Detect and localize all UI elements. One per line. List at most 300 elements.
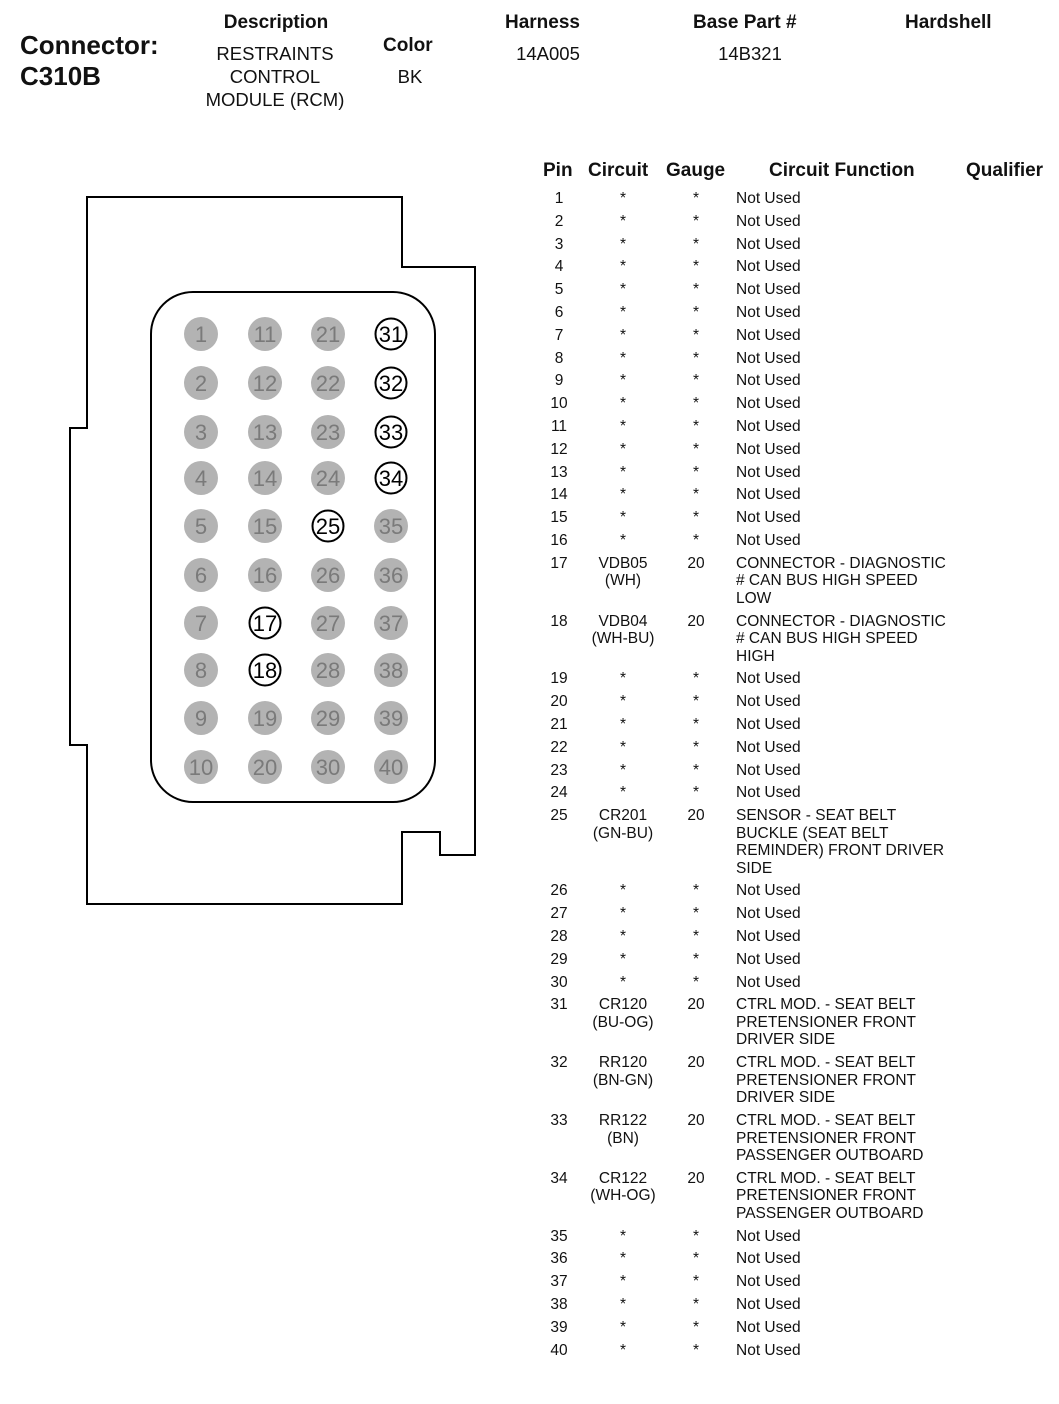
connector-pin xyxy=(374,606,408,640)
cell-gauge: * xyxy=(692,670,700,688)
function-line: BUCKLE (SEAT BELT xyxy=(736,824,889,842)
cell-gauge: * xyxy=(692,349,700,367)
pin-table xyxy=(530,188,1050,1362)
circuit-line: CR120 xyxy=(598,996,648,1014)
function-line: Not Used xyxy=(736,281,801,299)
color-label: Color xyxy=(383,35,433,56)
cell-qualifier xyxy=(958,716,1038,734)
connector-housing-outline xyxy=(70,197,475,904)
circuit-line: * xyxy=(619,303,627,321)
table-row xyxy=(530,1110,1050,1168)
cell-qualifier xyxy=(958,1296,1038,1314)
circuit-line: * xyxy=(619,670,627,688)
function-line: Not Used xyxy=(736,1273,801,1291)
circuit-line: * xyxy=(619,950,627,968)
connector-pin xyxy=(250,655,281,686)
function-line: Not Used xyxy=(736,486,801,504)
function-line: Not Used xyxy=(736,372,801,390)
pin-number-label: 34 xyxy=(378,466,404,491)
function-line: Not Used xyxy=(736,509,801,527)
cell-pin: 16 xyxy=(550,531,568,549)
cell-circuit-function xyxy=(736,807,958,877)
circuit-line: * xyxy=(619,349,627,367)
function-line: PRETENSIONER FRONT xyxy=(736,1129,916,1147)
cell-pin: 3 xyxy=(554,235,564,253)
function-line: Not Used xyxy=(736,973,801,991)
circuit-line: * xyxy=(619,395,627,413)
connector-pin xyxy=(311,415,345,449)
connector-pin xyxy=(311,317,345,351)
function-line: Not Used xyxy=(736,670,801,688)
pin-number-label: 6 xyxy=(194,563,208,588)
cell-qualifier xyxy=(958,418,1038,436)
connector-pin xyxy=(248,415,282,449)
cell-circuit-function xyxy=(736,882,958,900)
pin-number-label: 30 xyxy=(315,755,341,780)
function-line: REMINDER) FRONT DRIVER xyxy=(736,842,945,860)
cell-pin: 39 xyxy=(550,1318,568,1336)
cell-pin: 38 xyxy=(550,1295,568,1313)
cell-gauge: * xyxy=(692,463,700,481)
cell-circuit-function xyxy=(736,1170,958,1223)
cell-pin: 26 xyxy=(550,882,568,900)
table-row xyxy=(530,1340,1050,1363)
cell-pin: 23 xyxy=(550,761,568,779)
function-line: Not Used xyxy=(736,693,801,711)
cell-circuit xyxy=(590,1112,656,1165)
table-row xyxy=(530,188,1050,211)
function-line: DRIVER SIDE xyxy=(736,1089,836,1107)
cell-gauge: * xyxy=(692,372,700,390)
cell-gauge: * xyxy=(692,693,700,711)
cell-circuit xyxy=(590,509,656,527)
connector-pin xyxy=(374,653,408,687)
function-line: Not Used xyxy=(736,190,801,207)
circuit-line: * xyxy=(619,190,627,207)
base-part-value: 14B321 xyxy=(718,43,782,64)
cell-pin: 14 xyxy=(550,486,568,504)
table-row xyxy=(530,325,1050,348)
table-row xyxy=(530,1271,1050,1294)
cell-circuit-function xyxy=(736,190,958,208)
description-line: CONTROL xyxy=(229,66,321,87)
cell-pin: 35 xyxy=(550,1227,568,1245)
connector-pin xyxy=(376,319,407,350)
connector-pin xyxy=(374,701,408,735)
table-row xyxy=(530,370,1050,393)
pin-number-label: 10 xyxy=(188,755,214,780)
cell-circuit-function xyxy=(736,996,958,1049)
connector-pin xyxy=(311,366,345,400)
cell-gauge: * xyxy=(692,905,700,923)
cell-circuit-function xyxy=(736,739,958,757)
table-row xyxy=(530,256,1050,279)
circuit-line: * xyxy=(619,326,627,344)
cell-qualifier xyxy=(958,555,1038,608)
function-line: PRETENSIONER FRONT xyxy=(736,1187,916,1205)
table-row xyxy=(530,805,1050,880)
cell-circuit xyxy=(590,1296,656,1314)
cell-qualifier xyxy=(958,1112,1038,1165)
connector-pin xyxy=(248,558,282,592)
connector-pin xyxy=(374,750,408,784)
cell-pin: 34 xyxy=(550,1169,568,1187)
connector-pin xyxy=(184,317,218,351)
cell-pin: 19 xyxy=(550,670,568,688)
pin-number-label: 20 xyxy=(252,755,278,780)
cell-circuit-function xyxy=(736,350,958,368)
cell-qualifier xyxy=(958,350,1038,368)
connector-pin xyxy=(248,750,282,784)
cell-pin: 17 xyxy=(550,554,568,572)
connector-pin xyxy=(374,558,408,592)
cell-pin: 8 xyxy=(554,349,564,367)
table-row xyxy=(530,348,1050,371)
cell-circuit xyxy=(590,784,656,802)
cell-qualifier xyxy=(958,739,1038,757)
cell-gauge: * xyxy=(692,395,700,413)
cell-qualifier xyxy=(958,236,1038,254)
cell-qualifier xyxy=(958,807,1038,877)
cell-circuit xyxy=(590,190,656,208)
cell-pin: 31 xyxy=(550,996,568,1014)
pin-number-label: 17 xyxy=(252,611,278,636)
table-row xyxy=(530,484,1050,507)
function-line: Not Used xyxy=(736,761,801,779)
cell-pin: 18 xyxy=(550,612,568,630)
cell-circuit xyxy=(590,807,656,877)
cell-circuit-function xyxy=(736,1228,958,1246)
cell-circuit xyxy=(590,996,656,1049)
circuit-line: CR201 xyxy=(598,807,648,825)
cell-qualifier xyxy=(958,951,1038,969)
pin-number-label: 15 xyxy=(252,514,278,539)
circuit-line: * xyxy=(619,761,627,779)
circuit-line: * xyxy=(619,281,627,299)
function-line: Not Used xyxy=(736,715,801,733)
pin-number-label: 16 xyxy=(252,563,278,588)
connector-pin xyxy=(184,415,218,449)
circuit-line: (BN-GN) xyxy=(592,1071,654,1089)
table-row xyxy=(530,611,1050,669)
cell-circuit-function xyxy=(736,213,958,231)
pin-number-label: 29 xyxy=(315,706,341,731)
cell-circuit-function xyxy=(736,1112,958,1165)
cell-pin: 5 xyxy=(554,281,564,299)
cell-gauge: 20 xyxy=(687,1054,705,1072)
col-header-qualifier: Qualifier xyxy=(966,160,1044,181)
pin-number-label: 32 xyxy=(378,371,404,396)
cell-gauge: * xyxy=(692,303,700,321)
cell-circuit xyxy=(590,304,656,322)
cell-circuit-function xyxy=(736,1250,958,1268)
table-row xyxy=(530,949,1050,972)
cell-pin: 10 xyxy=(550,395,568,413)
harness-value: 14A005 xyxy=(516,43,580,64)
connector-pin xyxy=(248,317,282,351)
function-line: Not Used xyxy=(736,1227,801,1245)
cell-pin: 40 xyxy=(550,1341,568,1359)
cell-gauge: * xyxy=(692,761,700,779)
cell-pin: 21 xyxy=(550,715,568,733)
cell-gauge: * xyxy=(692,326,700,344)
cell-circuit xyxy=(590,441,656,459)
cell-circuit xyxy=(590,1342,656,1360)
cell-circuit-function xyxy=(736,716,958,734)
pin-number-label: 28 xyxy=(315,658,341,683)
connector-pin xyxy=(248,509,282,543)
table-row xyxy=(530,1317,1050,1340)
cell-gauge: * xyxy=(692,1227,700,1245)
circuit-line: * xyxy=(619,715,627,733)
table-row xyxy=(530,994,1050,1052)
pin-number-label: 26 xyxy=(315,563,341,588)
function-line: CTRL MOD. - SEAT BELT xyxy=(736,1054,916,1072)
cell-gauge: * xyxy=(692,738,700,756)
circuit-line: (WH-OG) xyxy=(590,1187,656,1205)
function-line: Not Used xyxy=(736,440,801,458)
function-line: Not Used xyxy=(736,905,801,923)
cell-circuit-function xyxy=(736,372,958,390)
cell-gauge: * xyxy=(692,928,700,946)
table-row xyxy=(530,926,1050,949)
circuit-line: * xyxy=(619,693,627,711)
circuit-line: (GN-BU) xyxy=(592,824,654,842)
cell-pin: 15 xyxy=(550,509,568,527)
cell-qualifier xyxy=(958,327,1038,345)
circuit-line: * xyxy=(619,1227,627,1245)
cell-pin: 13 xyxy=(550,463,568,481)
function-line: CTRL MOD. - SEAT BELT xyxy=(736,1112,916,1129)
cell-pin: 4 xyxy=(554,258,564,276)
table-row xyxy=(530,737,1050,760)
function-line: Not Used xyxy=(736,1341,801,1359)
cell-pin: 32 xyxy=(550,1054,568,1072)
table-row xyxy=(530,302,1050,325)
cell-gauge: * xyxy=(692,281,700,299)
cell-gauge: * xyxy=(692,235,700,253)
cell-pin: 11 xyxy=(550,417,568,435)
cell-circuit xyxy=(590,418,656,436)
table-row xyxy=(530,1226,1050,1249)
cell-circuit xyxy=(590,327,656,345)
cell-pin: 1 xyxy=(554,190,564,207)
table-row xyxy=(530,416,1050,439)
circuit-line: VDB05 xyxy=(598,554,648,572)
table-row xyxy=(530,880,1050,903)
circuit-line: * xyxy=(619,531,627,549)
cell-gauge: * xyxy=(692,190,700,207)
connector-pin xyxy=(311,461,345,495)
function-line: Not Used xyxy=(736,326,801,344)
cell-qualifier xyxy=(958,996,1038,1049)
function-line: PASSENGER OUTBOARD xyxy=(736,1147,924,1164)
function-line: Not Used xyxy=(736,784,801,802)
cell-pin: 20 xyxy=(550,693,568,711)
cell-circuit xyxy=(590,613,656,666)
cell-qualifier xyxy=(958,190,1038,208)
pin-number-label: 8 xyxy=(194,658,208,683)
cell-gauge: 20 xyxy=(687,996,705,1014)
function-line: LOW xyxy=(736,589,772,607)
circuit-line: * xyxy=(619,738,627,756)
cell-circuit xyxy=(590,951,656,969)
cell-qualifier xyxy=(958,464,1038,482)
function-line: DRIVER SIDE xyxy=(736,1031,836,1049)
cell-circuit xyxy=(590,1250,656,1268)
cell-pin: 9 xyxy=(554,372,564,390)
cell-gauge: 20 xyxy=(687,554,705,572)
cell-circuit xyxy=(590,1273,656,1291)
cell-circuit-function xyxy=(736,281,958,299)
pin-number-label: 21 xyxy=(315,322,341,347)
cell-gauge: 20 xyxy=(687,1112,705,1129)
cell-qualifier xyxy=(958,905,1038,923)
cell-gauge: 20 xyxy=(687,612,705,630)
cell-gauge: * xyxy=(692,531,700,549)
cell-qualifier xyxy=(958,395,1038,413)
cell-pin: 7 xyxy=(554,326,564,344)
function-line: SIDE xyxy=(736,859,773,877)
connector-pin xyxy=(376,417,407,448)
pin-number-label: 39 xyxy=(378,706,404,731)
cell-circuit-function xyxy=(736,951,958,969)
pin-number-label: 37 xyxy=(378,611,404,636)
cell-circuit-function xyxy=(736,762,958,780)
pin-number-label: 33 xyxy=(378,420,404,445)
function-line: Not Used xyxy=(736,212,801,230)
function-line: Not Used xyxy=(736,303,801,321)
cell-qualifier xyxy=(958,1273,1038,1291)
table-row xyxy=(530,903,1050,926)
cell-circuit-function xyxy=(736,905,958,923)
circuit-line: (WH-BU) xyxy=(591,630,655,648)
cell-circuit xyxy=(590,1319,656,1337)
cell-circuit-function xyxy=(736,555,958,608)
cell-circuit-function xyxy=(736,327,958,345)
cell-gauge: 20 xyxy=(687,1169,705,1187)
cell-gauge: * xyxy=(692,417,700,435)
cell-pin: 29 xyxy=(550,950,568,968)
function-line: CONNECTOR - DIAGNOSTIC xyxy=(736,612,946,630)
table-row xyxy=(530,1294,1050,1317)
pin-number-label: 35 xyxy=(378,514,404,539)
connector-pin xyxy=(313,511,344,542)
pin-number-label: 3 xyxy=(194,420,208,445)
cell-circuit-function xyxy=(736,304,958,322)
circuit-line: * xyxy=(619,1341,627,1359)
cell-qualifier xyxy=(958,784,1038,802)
connector-pin xyxy=(184,558,218,592)
connector-pin xyxy=(311,653,345,687)
cell-qualifier xyxy=(958,1054,1038,1107)
cell-circuit-function xyxy=(736,509,958,527)
cell-circuit xyxy=(590,1054,656,1107)
cell-circuit xyxy=(590,350,656,368)
cell-circuit xyxy=(590,882,656,900)
circuit-line: * xyxy=(619,1295,627,1313)
cell-circuit xyxy=(590,928,656,946)
table-row xyxy=(530,462,1050,485)
circuit-line: CR122 xyxy=(598,1169,648,1187)
circuit-line: VDB04 xyxy=(598,612,648,630)
pin-number-label: 7 xyxy=(194,611,208,636)
cell-pin: 6 xyxy=(554,303,564,321)
connector-face-diagram xyxy=(0,0,520,940)
cell-gauge: * xyxy=(692,1318,700,1336)
pin-number-label: 22 xyxy=(315,371,341,396)
cell-qualifier xyxy=(958,258,1038,276)
pin-number-label: 12 xyxy=(252,371,278,396)
connector-id: C310B xyxy=(20,61,101,91)
function-line: PRETENSIONER FRONT xyxy=(736,1013,916,1031)
connector-pin xyxy=(376,368,407,399)
function-line: PRETENSIONER FRONT xyxy=(736,1071,916,1089)
cell-qualifier xyxy=(958,1170,1038,1223)
connector-pin xyxy=(374,509,408,543)
table-row xyxy=(530,972,1050,995)
cell-pin: 28 xyxy=(550,928,568,946)
hardshell-label: Hardshell xyxy=(905,12,992,33)
cell-gauge: * xyxy=(692,212,700,230)
cell-circuit-function xyxy=(736,1296,958,1314)
cell-circuit xyxy=(590,974,656,992)
cell-pin: 36 xyxy=(550,1250,568,1268)
cell-circuit-function xyxy=(736,693,958,711)
function-line: CTRL MOD. - SEAT BELT xyxy=(736,1169,916,1187)
table-row xyxy=(530,507,1050,530)
cell-gauge: * xyxy=(692,784,700,802)
function-line: HIGH xyxy=(736,647,775,665)
cell-circuit xyxy=(590,1170,656,1223)
cell-qualifier xyxy=(958,670,1038,688)
cell-qualifier xyxy=(958,1228,1038,1246)
cell-gauge: * xyxy=(692,715,700,733)
connector-pin xyxy=(311,701,345,735)
table-row xyxy=(530,279,1050,302)
description-label: Description xyxy=(223,12,329,33)
col-header-circuit-function: Circuit Function xyxy=(769,160,915,181)
cell-circuit xyxy=(590,486,656,504)
circuit-line: * xyxy=(619,417,627,435)
pin-number-label: 36 xyxy=(378,563,404,588)
table-row xyxy=(530,1248,1050,1271)
connector-pin xyxy=(184,461,218,495)
circuit-line: * xyxy=(619,212,627,230)
cell-gauge: * xyxy=(692,1295,700,1313)
pin-number-label: 38 xyxy=(378,658,404,683)
col-header-pin: Pin xyxy=(543,160,573,181)
circuit-line: * xyxy=(619,235,627,253)
cell-qualifier xyxy=(958,882,1038,900)
cell-gauge: * xyxy=(692,509,700,527)
cell-circuit-function xyxy=(736,613,958,666)
function-line: CTRL MOD. - SEAT BELT xyxy=(736,996,916,1014)
cell-circuit-function xyxy=(736,441,958,459)
pin-number-label: 27 xyxy=(315,611,341,636)
cell-qualifier xyxy=(958,693,1038,711)
cell-qualifier xyxy=(958,372,1038,390)
cell-gauge: * xyxy=(692,440,700,458)
connector-pin xyxy=(376,463,407,494)
connector-pin xyxy=(184,509,218,543)
table-row xyxy=(530,234,1050,257)
cell-qualifier xyxy=(958,928,1038,946)
circuit-line: * xyxy=(619,486,627,504)
cell-circuit xyxy=(590,905,656,923)
cell-circuit xyxy=(590,213,656,231)
cell-circuit-function xyxy=(736,395,958,413)
